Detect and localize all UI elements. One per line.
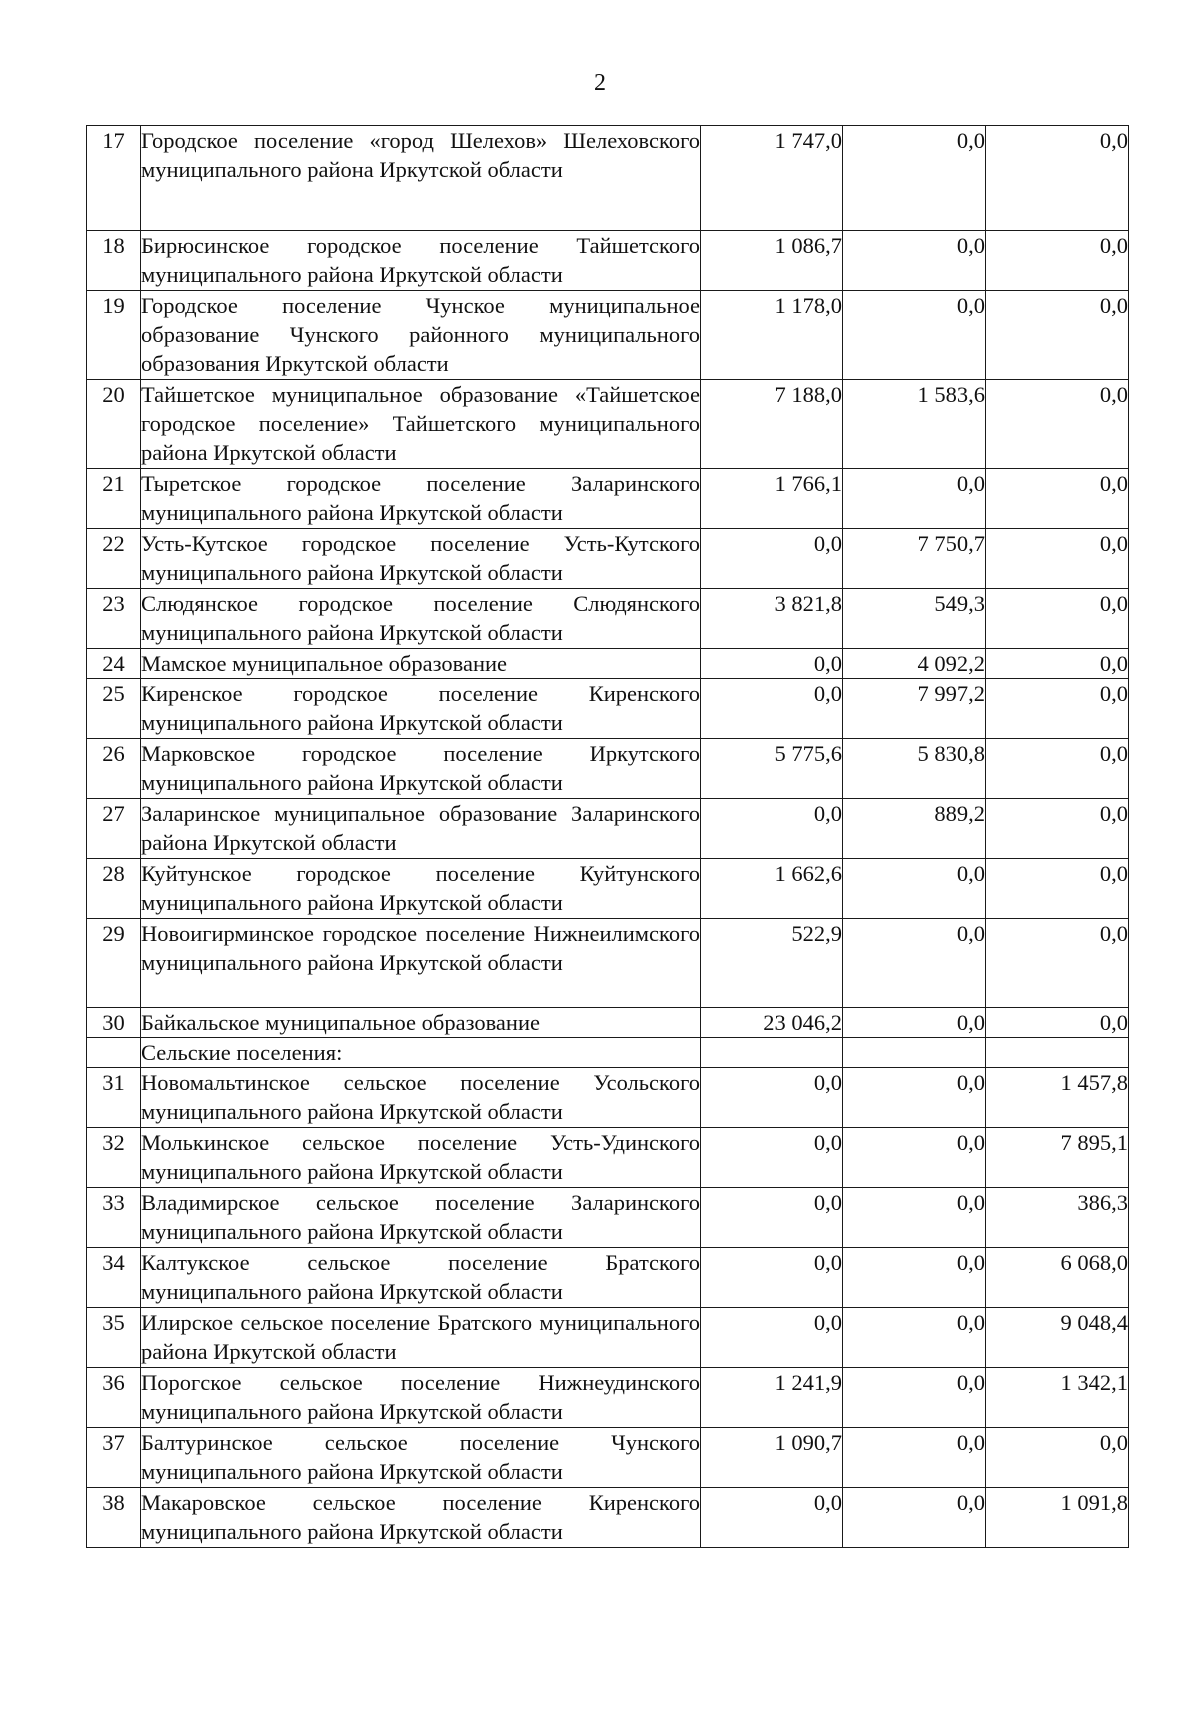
value-col-1: 0,0	[701, 1128, 843, 1188]
value-col-1: 0,0	[701, 649, 843, 679]
settlement-name: Городское поселение Чунское муниципальное образование Чунского районного муниципального образования Иркутской области	[141, 291, 701, 380]
value-col-1: 0,0	[701, 1308, 843, 1368]
value-col-1	[701, 1038, 843, 1068]
value-col-2: 0,0	[843, 919, 986, 1008]
row-number: 33	[87, 1188, 141, 1248]
row-number: 23	[87, 589, 141, 649]
value-col-3: 0,0	[986, 649, 1129, 679]
table-row	[87, 1188, 1129, 1248]
value-col-2: 0,0	[843, 1068, 986, 1128]
row-number: 30	[87, 1008, 141, 1038]
settlement-name: Макаровское сельское поселение Киренского муниципального района Иркутской области	[141, 1488, 701, 1548]
table-row	[87, 1008, 1129, 1038]
value-col-1: 1 178,0	[701, 291, 843, 380]
value-col-3: 0,0	[986, 469, 1129, 529]
value-col-1: 522,9	[701, 919, 843, 1008]
table-body	[87, 126, 1129, 1548]
row-number: 38	[87, 1488, 141, 1548]
row-number: 19	[87, 291, 141, 380]
row-number: 17	[87, 126, 141, 231]
table-row	[87, 380, 1129, 469]
value-col-1: 7 188,0	[701, 380, 843, 469]
value-col-3: 0,0	[986, 291, 1129, 380]
value-col-3: 0,0	[986, 1428, 1129, 1488]
row-number: 31	[87, 1068, 141, 1128]
row-number: 20	[87, 380, 141, 469]
settlement-name: Молькинское сельское поселение Усть-Удинского муниципального района Иркутской области	[141, 1128, 701, 1188]
settlement-name: Заларинское муниципальное образование Заларинского района Иркутской области	[141, 799, 701, 859]
value-col-2: 7 997,2	[843, 679, 986, 739]
row-number: 22	[87, 529, 141, 589]
settlement-name: Тыретское городское поселение Заларинского муниципального района Иркутской области	[141, 469, 701, 529]
value-col-2: 0,0	[843, 1188, 986, 1248]
value-col-2: 0,0	[843, 1428, 986, 1488]
value-col-3: 0,0	[986, 739, 1129, 799]
value-col-1: 0,0	[701, 529, 843, 589]
value-col-1: 1 086,7	[701, 231, 843, 291]
value-col-1: 1 766,1	[701, 469, 843, 529]
value-col-3: 7 895,1	[986, 1128, 1129, 1188]
settlement-name: Илирское сельское поселение Братского муниципального района Иркутской области	[141, 1308, 701, 1368]
value-col-3: 0,0	[986, 799, 1129, 859]
row-number: 26	[87, 739, 141, 799]
row-number	[87, 1038, 141, 1068]
table-row	[87, 739, 1129, 799]
value-col-3	[986, 1038, 1129, 1068]
value-col-2: 0,0	[843, 1308, 986, 1368]
value-col-3: 6 068,0	[986, 1248, 1129, 1308]
value-col-3: 0,0	[986, 231, 1129, 291]
row-number: 32	[87, 1128, 141, 1188]
table-row	[87, 1308, 1129, 1368]
settlement-name: Новоигирминское городское поселение Нижнеилимского муниципального района Иркутской области	[141, 919, 701, 1008]
settlement-name: Новомальтинское сельское поселение Усольского муниципального района Иркутской области	[141, 1068, 701, 1128]
value-col-3: 9 048,4	[986, 1308, 1129, 1368]
settlement-name: Байкальское муниципальное образование	[141, 1008, 701, 1038]
value-col-3: 0,0	[986, 859, 1129, 919]
value-col-1: 1 090,7	[701, 1428, 843, 1488]
row-number: 18	[87, 231, 141, 291]
value-col-3: 0,0	[986, 126, 1129, 231]
value-col-1: 0,0	[701, 1248, 843, 1308]
page-number: 2	[594, 70, 606, 96]
settlement-name: Усть-Кутское городское поселение Усть-Кутского муниципального района Иркутской области	[141, 529, 701, 589]
value-col-1: 0,0	[701, 799, 843, 859]
value-col-1: 5 775,6	[701, 739, 843, 799]
table-row	[87, 589, 1129, 649]
value-col-3: 0,0	[986, 919, 1129, 1008]
settlement-name: Порогское сельское поселение Нижнеудинского муниципального района Иркутской области	[141, 1368, 701, 1428]
value-col-2: 0,0	[843, 1368, 986, 1428]
settlement-name: Слюдянское городское поселение Слюдянского муниципального района Иркутской области	[141, 589, 701, 649]
value-col-1: 0,0	[701, 1188, 843, 1248]
value-col-2: 0,0	[843, 126, 986, 231]
value-col-3: 1 457,8	[986, 1068, 1129, 1128]
row-number: 21	[87, 469, 141, 529]
row-number: 34	[87, 1248, 141, 1308]
settlement-name: Киренское городское поселение Киренского муниципального района Иркутской области	[141, 679, 701, 739]
row-number: 27	[87, 799, 141, 859]
value-col-2: 0,0	[843, 469, 986, 529]
value-col-2: 0,0	[843, 859, 986, 919]
row-number: 28	[87, 859, 141, 919]
value-col-2	[843, 1038, 986, 1068]
table-row	[87, 1068, 1129, 1128]
table-row	[87, 919, 1129, 1008]
table-row	[87, 649, 1129, 679]
settlement-name: Владимирское сельское поселение Заларинского муниципального района Иркутской области	[141, 1188, 701, 1248]
value-col-1: 0,0	[701, 1068, 843, 1128]
value-col-1: 1 747,0	[701, 126, 843, 231]
section-row	[87, 1038, 1129, 1068]
table-row	[87, 1488, 1129, 1548]
table-row	[87, 799, 1129, 859]
value-col-2: 549,3	[843, 589, 986, 649]
value-col-1: 0,0	[701, 1488, 843, 1548]
value-col-2: 4 092,2	[843, 649, 986, 679]
value-col-3: 1 342,1	[986, 1368, 1129, 1428]
settlement-name: Сельские поселения:	[141, 1038, 701, 1068]
table-row	[87, 469, 1129, 529]
table-row	[87, 1428, 1129, 1488]
value-col-3: 386,3	[986, 1188, 1129, 1248]
table-row	[87, 126, 1129, 231]
value-col-3: 0,0	[986, 679, 1129, 739]
table-row	[87, 1368, 1129, 1428]
table-row	[87, 231, 1129, 291]
value-col-1: 1 241,9	[701, 1368, 843, 1428]
settlement-name: Городское поселение «город Шелехов» Шелеховского муниципального района Иркутской области	[141, 126, 701, 231]
value-col-1: 23 046,2	[701, 1008, 843, 1038]
settlement-name: Бирюсинское городское поселение Тайшетского муниципального района Иркутской области	[141, 231, 701, 291]
value-col-2: 0,0	[843, 1008, 986, 1038]
settlement-name: Калтукское сельское поселение Братского муниципального района Иркутской области	[141, 1248, 701, 1308]
table-row	[87, 1128, 1129, 1188]
value-col-2: 0,0	[843, 1488, 986, 1548]
row-number: 35	[87, 1308, 141, 1368]
settlement-name: Мамское муниципальное образование	[141, 649, 701, 679]
value-col-3: 0,0	[986, 589, 1129, 649]
value-col-2: 5 830,8	[843, 739, 986, 799]
settlements-table	[86, 125, 1129, 1548]
table-row	[87, 291, 1129, 380]
value-col-3: 0,0	[986, 380, 1129, 469]
row-number: 37	[87, 1428, 141, 1488]
value-col-2: 0,0	[843, 291, 986, 380]
value-col-3: 0,0	[986, 1008, 1129, 1038]
table-row	[87, 1248, 1129, 1308]
value-col-2: 0,0	[843, 1128, 986, 1188]
settlement-name: Куйтунское городское поселение Куйтунского муниципального района Иркутской области	[141, 859, 701, 919]
value-col-1: 1 662,6	[701, 859, 843, 919]
value-col-3: 0,0	[986, 529, 1129, 589]
value-col-1: 3 821,8	[701, 589, 843, 649]
settlement-name: Балтуринское сельское поселение Чунского муниципального района Иркутской области	[141, 1428, 701, 1488]
value-col-2: 1 583,6	[843, 380, 986, 469]
value-col-2: 7 750,7	[843, 529, 986, 589]
settlement-name: Тайшетское муниципальное образование «Тайшетское городское поселение» Тайшетского муниципального района Иркутской области	[141, 380, 701, 469]
value-col-3: 1 091,8	[986, 1488, 1129, 1548]
value-col-2: 889,2	[843, 799, 986, 859]
value-col-2: 0,0	[843, 231, 986, 291]
value-col-1: 0,0	[701, 679, 843, 739]
table-row	[87, 529, 1129, 589]
row-number: 24	[87, 649, 141, 679]
table-row	[87, 859, 1129, 919]
row-number: 25	[87, 679, 141, 739]
value-col-2: 0,0	[843, 1248, 986, 1308]
row-number: 29	[87, 919, 141, 1008]
settlement-name: Марковское городское поселение Иркутского муниципального района Иркутской области	[141, 739, 701, 799]
row-number: 36	[87, 1368, 141, 1428]
table-row	[87, 679, 1129, 739]
